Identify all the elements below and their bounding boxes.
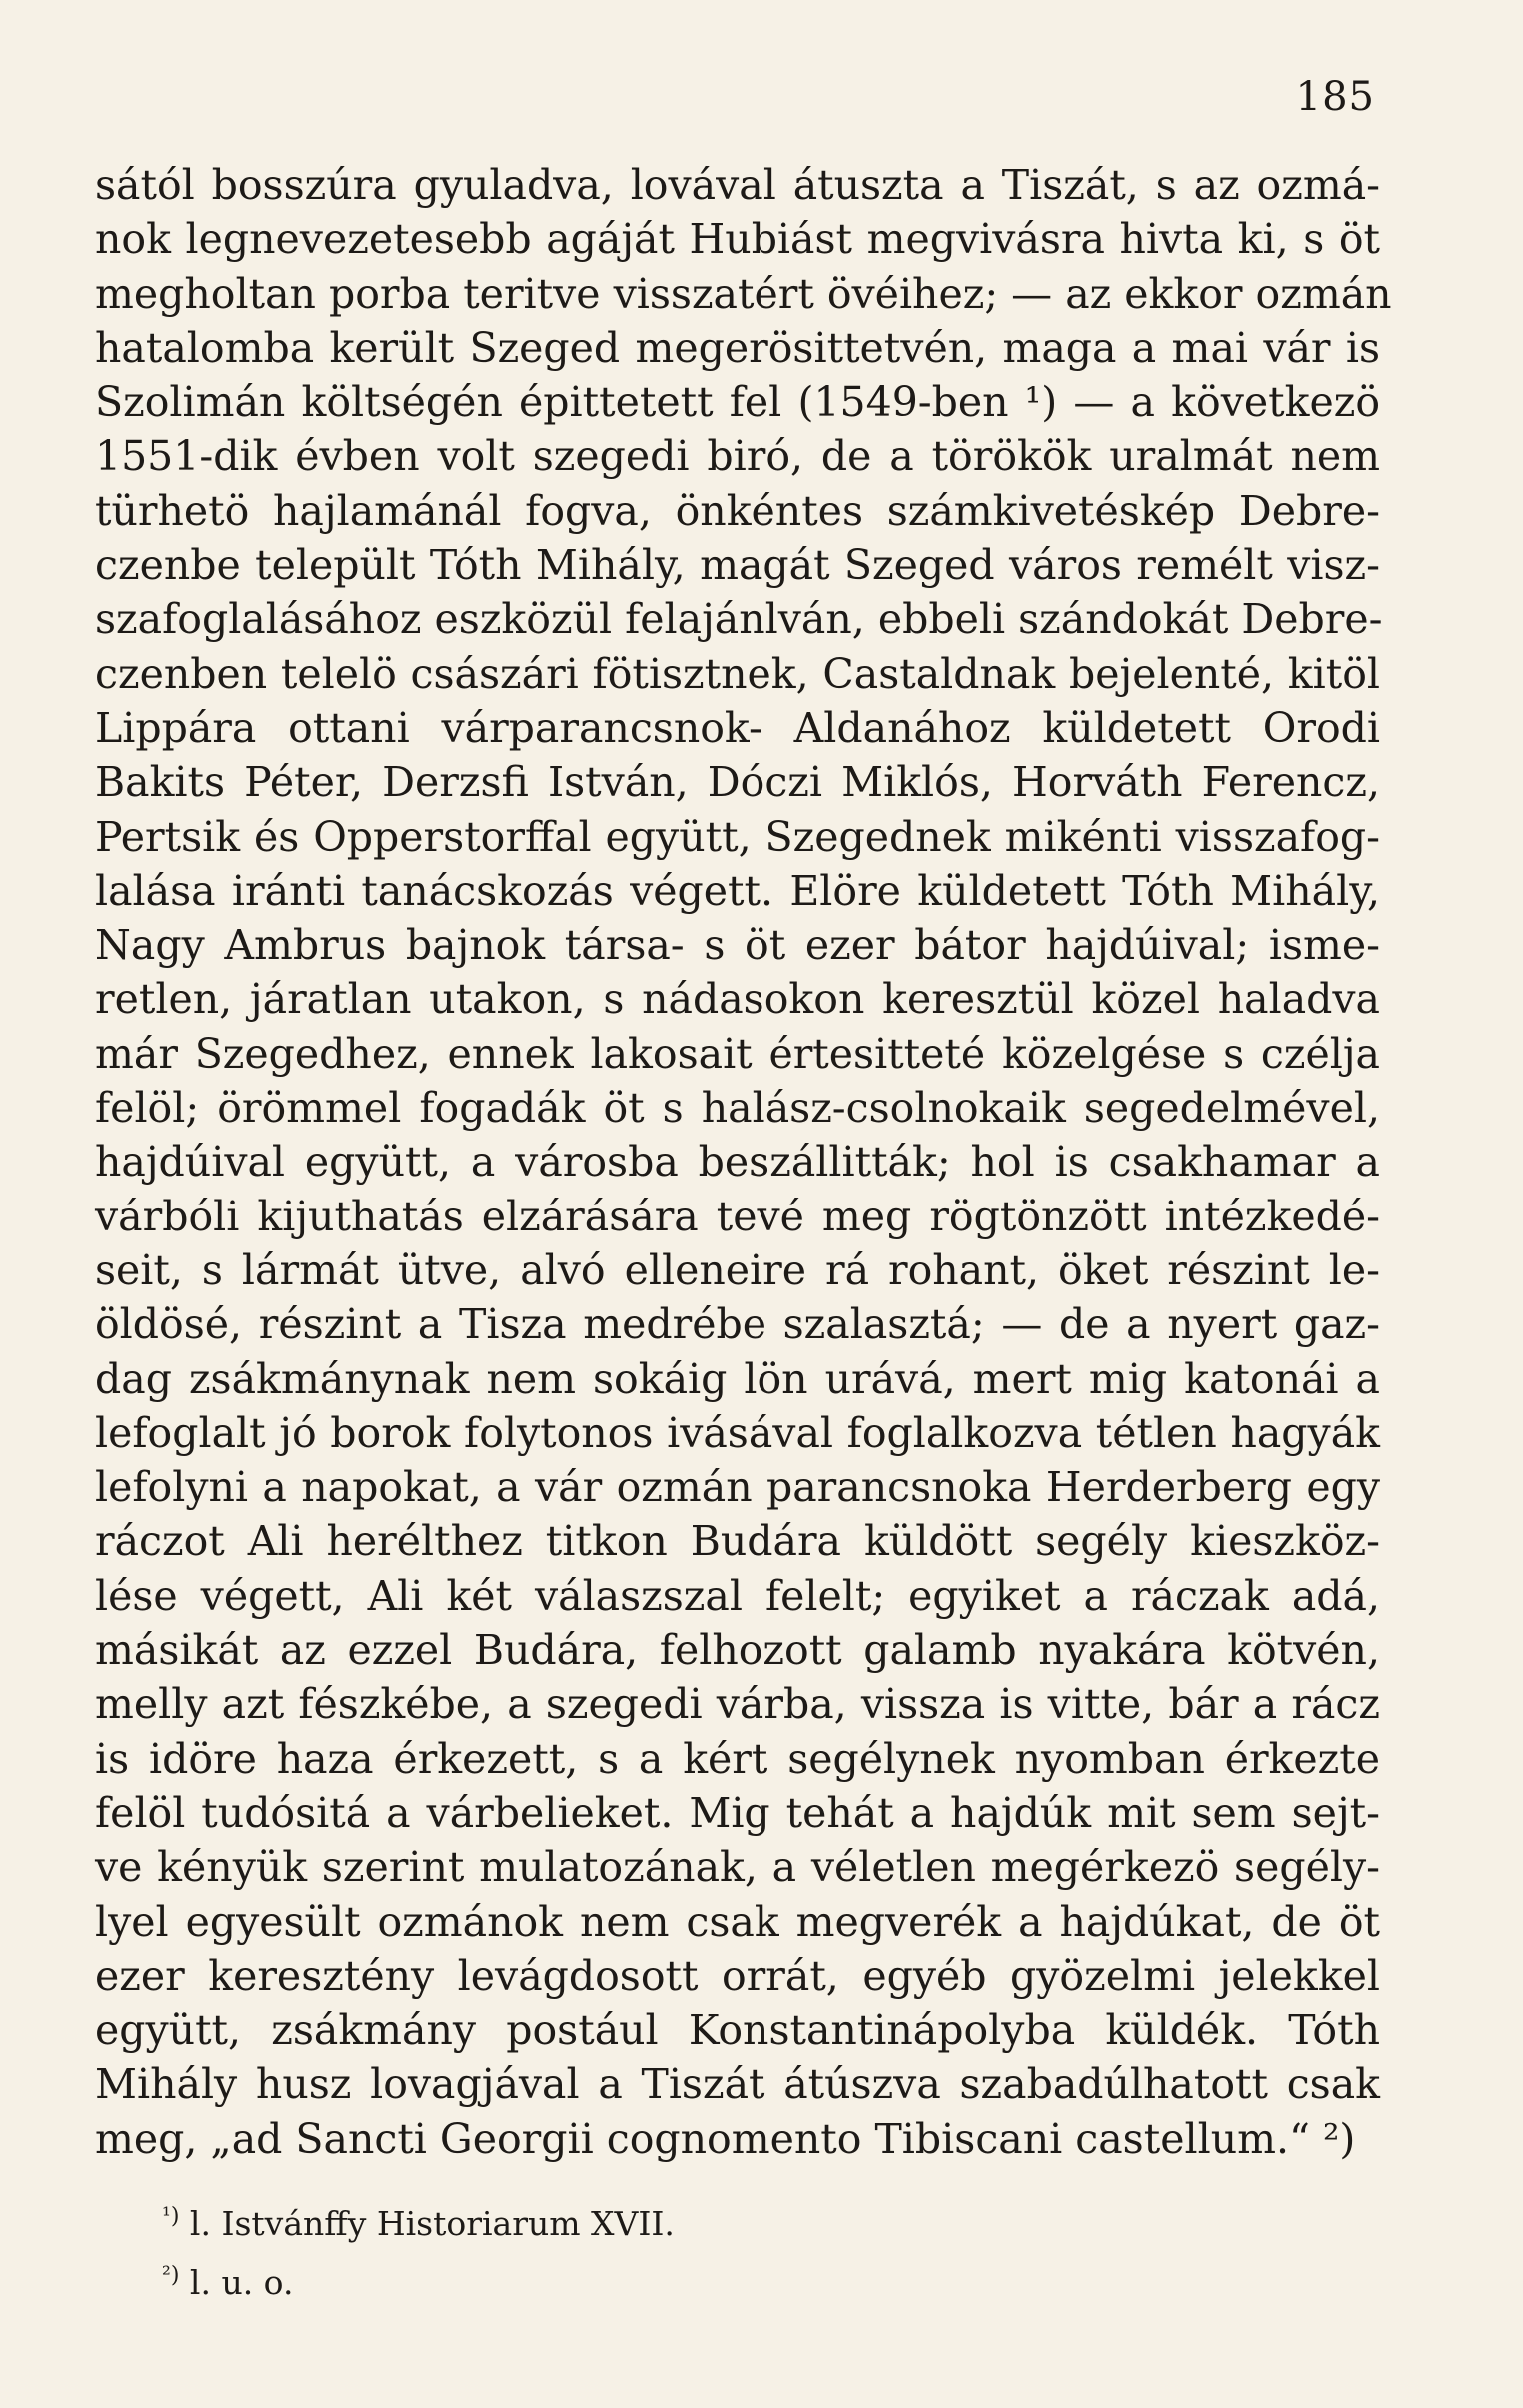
- footnote-text: l. u. o.: [189, 2263, 294, 2302]
- text-line: 1551-dik évben volt szegedi biró, de a törökök uralmát nem: [95, 432, 1380, 481]
- text-line: nok legnevezetesebb agáját Hubiást megvivásra hivta ki, s öt: [95, 215, 1380, 264]
- text-line: várbóli kijuthatás elzárására tevé meg rögtönzött intézkedé-: [95, 1192, 1380, 1240]
- text-line: már Szegedhez, ennek lakosait értesitteté közelgése s czélja: [95, 1029, 1380, 1078]
- text-line: lalása iránti tanácskozás végett. Elöre küldetett Tóth Mihály,: [95, 866, 1380, 915]
- text-line: hatalomba került Szeged megerösittetvén, maga a mai vár is: [95, 323, 1380, 372]
- text-line: ve kényük szerint mulatozának, a véletlen megérkezö segély-: [95, 1843, 1380, 1892]
- text-line: Nagy Ambrus bajnok társa- s öt ezer bátor hajdúival; isme-: [95, 921, 1380, 970]
- text-line: szafoglalásához eszközül felajánlván, ebbeli szándokát Debre-: [95, 595, 1383, 644]
- text-line: ezer keresztény levágdosott orrát, egyéb gyözelmi jelekkel: [95, 1951, 1380, 2000]
- footnote-mark: ¹): [162, 2204, 180, 2229]
- text-line: czenbe települt Tóth Mihály, magát Szeged város remélt visz-: [95, 541, 1380, 590]
- text-line: együtt, zsákmány postául Konstantinápolyba küldék. Tóth: [95, 2006, 1380, 2055]
- text-line: is idöre haza érkezett, s a kért segélynek nyomban érkezte: [95, 1734, 1380, 1783]
- text-line: Pertsik és Opperstorffal együtt, Szegednek mikénti visszafog-: [95, 812, 1380, 861]
- text-line: lefolyni a napokat, a vár ozmán parancsnoka Herderberg egy: [95, 1463, 1380, 1512]
- text-line: türhetö hajlamánál fogva, önkéntes számkivetéskép Debre-: [95, 486, 1380, 535]
- body-text: [95, 158, 1392, 2166]
- text-line: czenben telelö császári fötisztnek, Castaldnak bejelenté, kitöl: [95, 649, 1380, 698]
- text-line: seit, s lármát ütve, alvó elleneire rá rohant, öket részint le-: [95, 1245, 1380, 1294]
- text-line: melly azt fészkébe, a szegedi várba, vissza is vitte, bár a rácz: [95, 1680, 1380, 1729]
- text-line: felöl; örömmel fogadák öt s halász-csolnokaik segedelmével,: [95, 1084, 1380, 1133]
- text-line: lyel egyesült ozmánok nem csak megverék a hajdúkat, de öt: [95, 1897, 1380, 1946]
- text-line: lése végett, Ali két válaszszal felelt; egyiket a ráczak adá,: [95, 1571, 1380, 1620]
- text-line: sától bosszúra gyuladva, lovával átuszta a Tiszát, s az ozmá-: [95, 161, 1380, 209]
- text-line: megholtan porba teritve visszatért övéihez; — az ekkor ozmán: [95, 269, 1392, 318]
- text-line: Mihály husz lovagjával a Tiszát átúszva szabadúlhatott csak: [95, 2060, 1380, 2109]
- text-line: hajdúival együtt, a városba beszállitták; hol is csakhamar a: [95, 1138, 1380, 1187]
- footnote-2: [162, 2250, 1061, 2309]
- text-line: retlen, járatlan utakon, s nádasokon keresztül közel haladva: [95, 975, 1380, 1024]
- text-line: öldösé, részint a Tisza medrébe szalasztá; — de a nyert gaz-: [95, 1300, 1380, 1349]
- text-line: meg, „ad Sancti Georgii cognomento Tibiscani castellum.“ ²): [95, 2114, 1356, 2163]
- text-line: ráczot Ali herélthez titkon Budára küldött segély kieszköz-: [95, 1517, 1380, 1566]
- footnote-mark: ²): [162, 2263, 180, 2288]
- page-number: 185: [1295, 74, 1375, 120]
- text-line: Bakits Péter, Derzsfi István, Dóczi Miklós, Horváth Ferencz,: [95, 758, 1380, 807]
- footnotes: [162, 2191, 1061, 2309]
- footnote-1: [162, 2191, 1061, 2250]
- text-line: Lippára ottani várparancsnok- Aldanához küldetett Orodi: [95, 703, 1380, 752]
- text-line: másikát az ezzel Budára, felhozott galamb nyakára kötvén,: [95, 1626, 1380, 1675]
- text-line: Szolimán költségén épittetett fel (1549-ben ¹) — a következö: [95, 378, 1380, 427]
- footnote-text: l. Istvánffy Historiarum XVII.: [189, 2204, 675, 2243]
- text-line: lefoglalt jó borok folytonos ivásával foglalkozva tétlen hagyák: [95, 1408, 1380, 1457]
- text-line: dag zsákmánynak nem sokáig lön urává, mert mig katonái a: [95, 1354, 1380, 1403]
- text-line: felöl tudósitá a várbelieket. Mig tehát a hajdúk mit sem sejt-: [95, 1788, 1380, 1837]
